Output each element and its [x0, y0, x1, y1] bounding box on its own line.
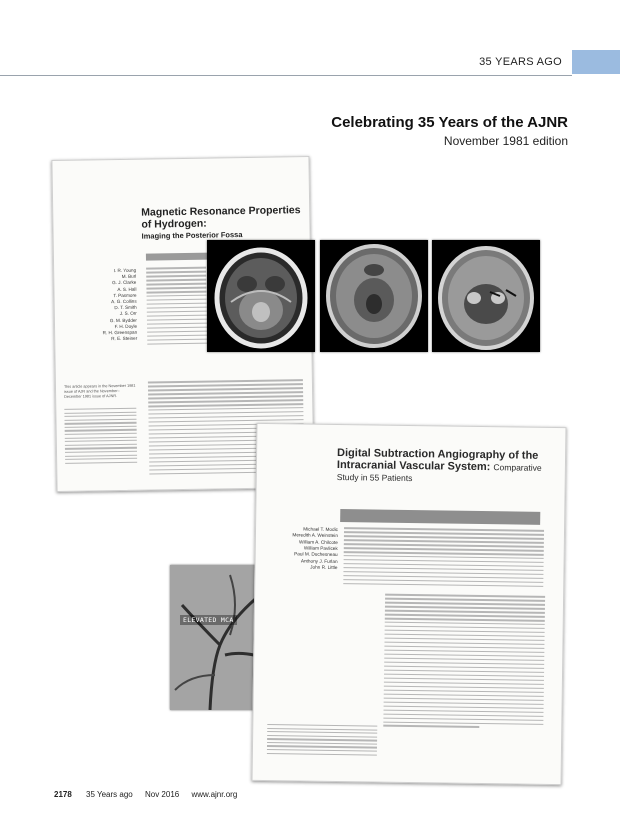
article2-authors: Michael T. Modic Meredith A. Weinstein William A. Chilcote William Pavlicek Paul M. Duchesneau Anthony J. Furlan John R. Little — [292, 526, 339, 571]
footer-url[interactable]: www.ajnr.org — [191, 790, 238, 799]
page-subtitle: November 1981 edition — [443, 134, 568, 148]
mri-image-3 — [432, 240, 540, 352]
article2-abstract-lines — [343, 527, 544, 590]
angiogram-label: ELEVATED MCA — [180, 615, 237, 625]
page-title: Celebrating 35 Years of the AJNR — [331, 114, 568, 131]
article1-abstract-lines — [146, 267, 207, 348]
article-page-dsa — [252, 423, 567, 785]
article1-footnote-lines — [64, 408, 137, 466]
footer-date: Nov 2016 — [144, 790, 180, 799]
article2-footnote-lines — [267, 724, 377, 758]
article1-footnote: This article appears in the November 1981 issue of AJR and the November–December 1981 issue of AJNR. — [63, 383, 136, 399]
footer-journal: 35 Years ago — [86, 790, 133, 799]
article1-subtitle: Imaging the Posterior Fossa — [141, 229, 243, 241]
article1-authors: I. R. Young M. Burl G. J. Clarke A. S. Hall T. Pasmore A. G. Collins D. T. Smith J. S. Orr G. M. Bydder F. H. Doyle R. H. Greenspan R. E. Steiner — [102, 267, 138, 342]
header-rule — [0, 75, 572, 76]
article2-gray-bar — [340, 509, 540, 525]
mri-image-1 — [207, 240, 315, 352]
section-label: 35 YEARS AGO — [479, 56, 562, 68]
article2-title: Digital Subtraction Angiography of the Intracranial Vascular System: Comparative Study in 55 Patients — [336, 446, 542, 484]
section-color-tab — [572, 50, 620, 74]
article1-title: Magnetic Resonance Properties of Hydrogen: Imaging the Posterior Fossa — [141, 204, 301, 241]
page-number: 2178 — [54, 790, 72, 799]
article2-subtitle: Comparative Study in 55 Patients — [336, 462, 542, 484]
mri-image-2 — [320, 240, 428, 352]
page-footer — [54, 790, 247, 799]
article2-body-lines — [383, 594, 545, 732]
